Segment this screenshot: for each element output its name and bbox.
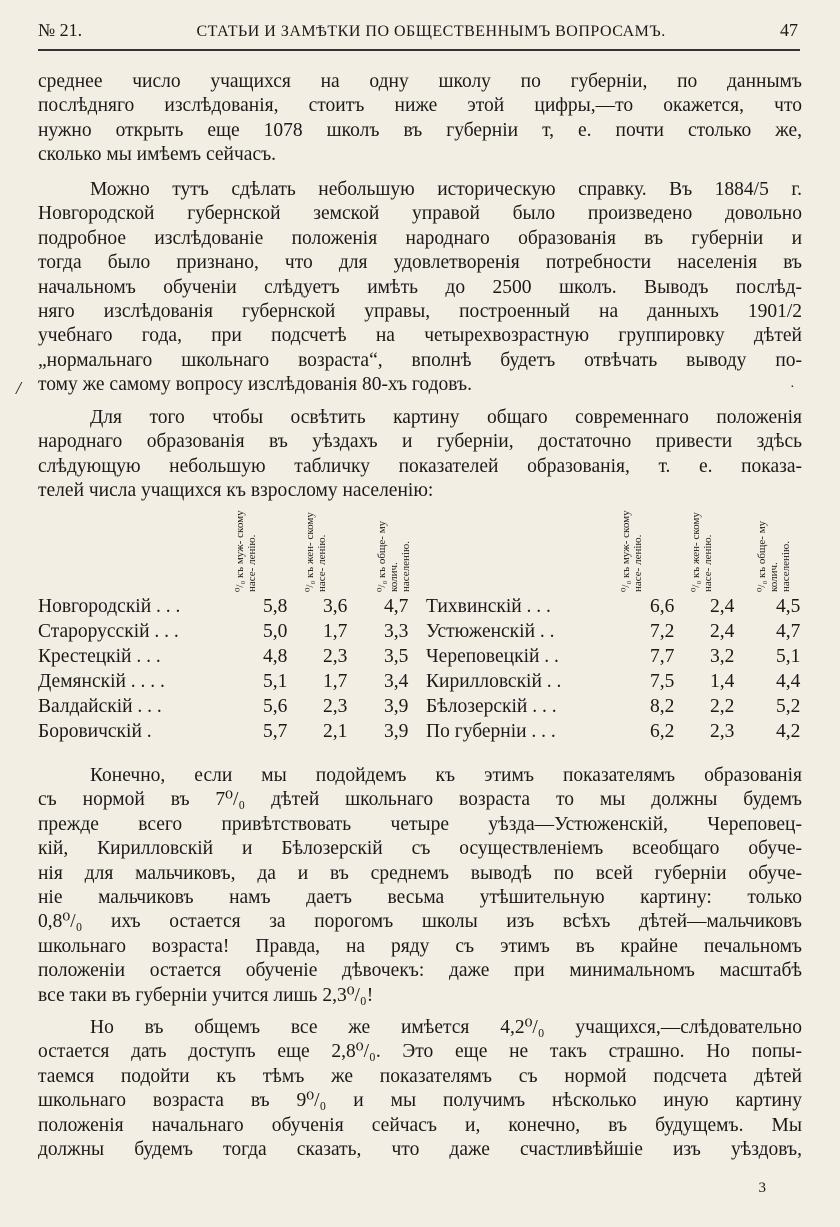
district-name: Новгородскій . . .: [38, 596, 181, 617]
col-header-total-right: ⁰/₀ къ обще- му колич. населенію.: [756, 520, 792, 592]
female-value: 1,7: [323, 671, 348, 692]
district-name: Череповецкій . .: [426, 646, 559, 667]
paragraph-5: [38, 1016, 802, 1162]
text-line: няго изслѣдованія губернской управы, построенный на данныхъ 1901/2: [38, 301, 802, 323]
text-line: начальномъ обученіи слѣдуетъ имѣть до 2500 школъ. Выводъ послѣд-: [38, 276, 802, 298]
col-header-male-left: ⁰/₀ къ муж- скому насе- ленію.: [234, 510, 258, 592]
total-value: 5,2: [776, 696, 801, 717]
district-name: Валдайскій . . .: [38, 696, 162, 717]
text-line: Для того чтобы освѣтить картину общаго современнаго положенія: [90, 407, 802, 428]
text-line: нія для мальчиковъ, да и въ среднемъ выводѣ по всей губерніи обуче-: [38, 862, 802, 884]
male-value: 7,7: [650, 646, 675, 667]
female-value: 2,3: [323, 696, 348, 717]
table-row: [38, 596, 808, 621]
table-row: [38, 721, 808, 746]
male-value: 5,7: [263, 721, 288, 742]
text-line: среднее число учащихся на одну школу по губерніи, по даннымъ: [38, 71, 802, 92]
paragraph-3: [38, 406, 802, 504]
margin-mark: /: [16, 378, 22, 398]
issue-number: № 21.: [38, 20, 83, 40]
section-title: СТАТЬИ И ЗАМѢТКИ ПО ОБЩЕСТВЕННЫМЪ ВОПРОСАМЪ.: [196, 23, 666, 40]
district-name: Боровичскій .: [38, 721, 152, 742]
female-value: 2,2: [710, 696, 735, 717]
male-value: 7,5: [650, 671, 675, 692]
male-value: 5,8: [263, 596, 288, 617]
paragraph-1: [38, 70, 802, 168]
female-value: 2,3: [710, 721, 735, 742]
male-value: 6,2: [650, 721, 675, 742]
district-name: Бѣлозерскій . . .: [426, 696, 557, 717]
text-line: все таки въ губерніи учится лишь 2,3⁰/₀!: [38, 984, 374, 1006]
text-line: Можно тутъ сдѣлать небольшую историческую справку. Въ 1884/5 г.: [90, 179, 802, 200]
table-row: [38, 696, 808, 721]
total-value: 3,5: [384, 646, 409, 667]
male-value: 6,6: [650, 596, 675, 617]
text-line: учебнаго года, при подсчетѣ на четырехвозрастную группировку дѣтей: [38, 325, 802, 347]
running-header: [38, 20, 798, 48]
col-header-female-right: ⁰/₀ къ жен- скому насе- ленію.: [690, 512, 714, 592]
total-value: 4,7: [384, 596, 409, 617]
district-name: Демянскій . . . .: [38, 671, 165, 692]
education-table: [38, 510, 808, 750]
male-value: 7,2: [650, 621, 675, 642]
text-line: положеніи остается обученіе дѣвочекъ: даже при минимальномъ масштабѣ: [38, 960, 802, 982]
female-value: 3,2: [710, 646, 735, 667]
female-value: 3,6: [323, 596, 348, 617]
text-line: „нормальнаго школьнаго возраста“, вполнѣ будетъ отвѣчать выводу по-: [38, 349, 802, 371]
text-line: 0,8⁰/₀ ихъ остается за порогомъ школы изъ всѣхъ дѣтей—мальчиковъ: [38, 911, 802, 933]
female-value: 2,4: [710, 621, 735, 642]
text-line: кій, Кирилловскій и Бѣлозерскій съ осуществленіемъ всеобщаго обуче-: [38, 838, 802, 860]
text-line: телей числа учащихся къ взрослому населенію:: [38, 480, 434, 502]
text-line: ніе мальчиковъ намъ даетъ весьма утѣшительную картину: только: [38, 887, 802, 909]
total-value: 4,7: [776, 621, 801, 642]
printer-signature: 3: [758, 1180, 766, 1196]
paragraph-4: [38, 764, 802, 1008]
text-line: Конечно, если мы подойдемъ къ этимъ показателямъ образованія: [90, 765, 802, 786]
male-value: 5,1: [263, 671, 288, 692]
text-line: школьнаго возраста въ 9⁰/₀ и мы получимъ нѣсколько иную картину: [38, 1090, 802, 1112]
text-line: народнаго образованія въ уѣздахъ и губерніи, достаточно привести здѣсь: [38, 431, 802, 453]
text-line: тому же самому вопросу изслѣдованія 80-хъ годовъ.: [38, 374, 472, 396]
paragraph-2: [38, 178, 802, 398]
female-value: 2,1: [323, 721, 348, 742]
table-row: [38, 671, 808, 696]
total-value: 3,9: [384, 721, 409, 742]
text-line: положенія начальнаго обученія сейчасъ и, конечно, въ будущемъ. Мы: [38, 1114, 802, 1136]
text-line: Новгородской губернской земской управой было произведено довольно: [38, 203, 802, 225]
total-value: 4,2: [776, 721, 801, 742]
female-value: 1,7: [323, 621, 348, 642]
table-row: [38, 646, 808, 671]
total-value: 3,3: [384, 621, 409, 642]
total-value: 4,4: [776, 671, 801, 692]
col-header-female-left: ⁰/₀ къ жен- скому насе- ленію.: [304, 512, 328, 592]
text-line: таемся подойти къ тѣмъ же показателямъ съ нормой подсчета дѣтей: [38, 1065, 802, 1087]
female-value: 2,4: [710, 596, 735, 617]
total-value: 3,9: [384, 696, 409, 717]
text-line: сколько мы имѣемъ сейчасъ.: [38, 144, 277, 166]
text-line: школьнаго возраста! Правда, на ряду съ этимъ въ крайне печальномъ: [38, 935, 802, 957]
total-value: 3,4: [384, 671, 409, 692]
page-number: 47: [780, 20, 798, 40]
district-name: Старорусскій . . .: [38, 621, 179, 642]
text-line: прежде всего привѣтствовать четыре уѣзда—Устюженскій, Череповец-: [38, 813, 802, 835]
text-line: послѣдняго изслѣдованія, стоитъ ниже этой цифры,—то окажется, что: [38, 95, 802, 117]
female-value: 2,3: [323, 646, 348, 667]
header-rule: [38, 49, 800, 51]
margin-dot: ·: [790, 380, 795, 395]
total-value: 5,1: [776, 646, 801, 667]
district-name: Тихвинскій . . .: [426, 596, 551, 617]
text-line: Но въ общемъ все же имѣется 4,2⁰/₀ учащихся,—слѣдовательно: [90, 1017, 802, 1038]
total-value: 4,5: [776, 596, 801, 617]
text-line: остается дать доступъ еще 2,8⁰/₀. Это еще не такъ страшно. Но попы-: [38, 1041, 802, 1063]
district-name: Устюженскій . .: [426, 621, 555, 642]
district-name: Кирилловскій . .: [426, 671, 562, 692]
col-header-male-right: ⁰/₀ къ муж- скому насе- ленію.: [620, 510, 644, 592]
text-line: тогда было признано, что для удовлетворенія потребности населенія въ: [38, 252, 802, 274]
female-value: 1,4: [710, 671, 735, 692]
male-value: 4,8: [263, 646, 288, 667]
male-value: 8,2: [650, 696, 675, 717]
text-line: нужно открыть еще 1078 школъ въ губерніи т, е. почти столько же,: [38, 119, 802, 141]
text-line: должны будемъ тогда сказать, что даже счастливѣйшіе изъ уѣздовъ,: [38, 1139, 802, 1161]
text-line: съ нормой въ 7⁰/₀ дѣтей школьнаго возраста то мы должны будемъ: [38, 789, 802, 811]
district-name: Крестецкій . . .: [38, 646, 161, 667]
table-row: [38, 621, 808, 646]
col-header-total-left: ⁰/₀ къ обще- му колич. населенію.: [376, 520, 412, 592]
text-line: подробное изслѣдованіе положенія народнаго образованія въ губерніи и: [38, 227, 802, 249]
male-value: 5,6: [263, 696, 288, 717]
male-value: 5,0: [263, 621, 288, 642]
text-line: слѣдующую небольшую табличку показателей образованія, т. е. показа-: [38, 455, 802, 477]
district-name: По губерніи . . .: [426, 721, 556, 742]
